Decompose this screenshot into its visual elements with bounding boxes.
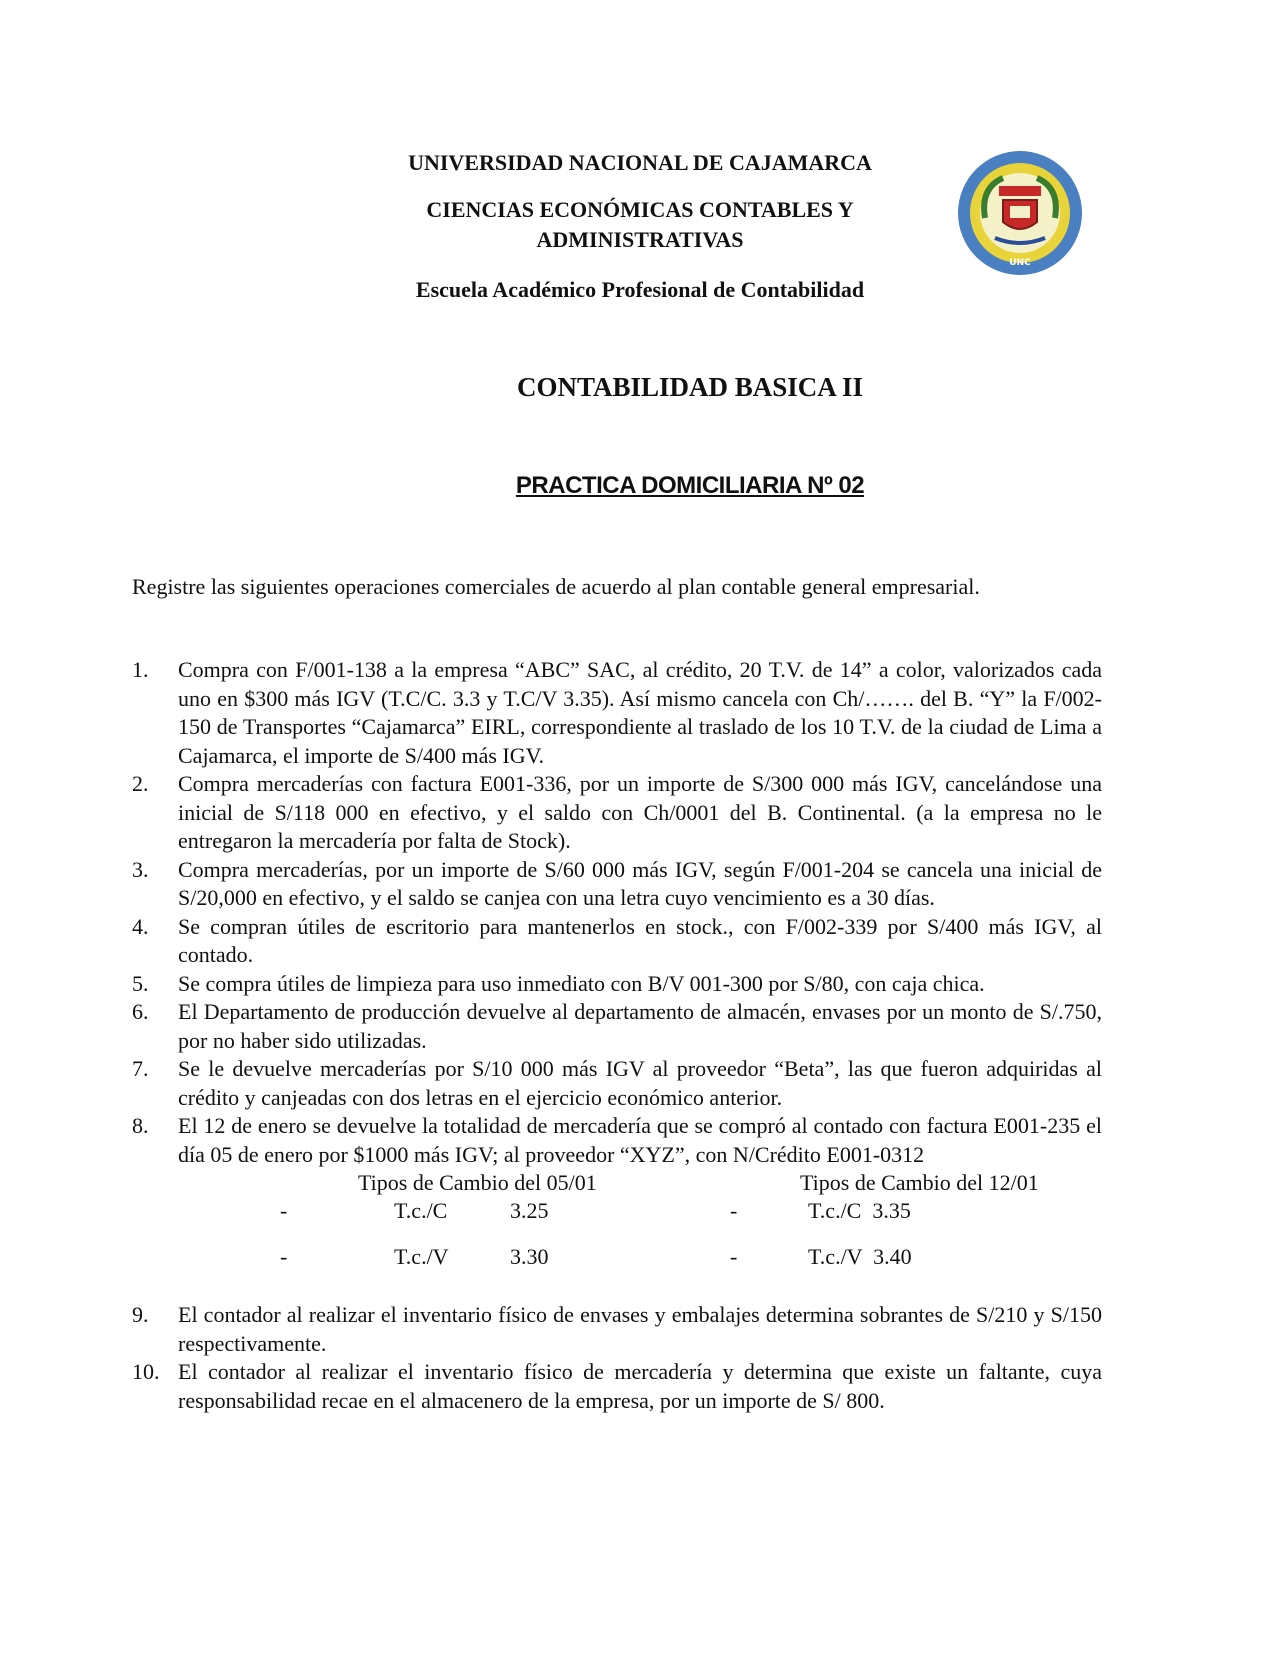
rate-label: T.c./C: [394, 1198, 448, 1223]
list-item: 6. El Departamento de producción devuelve al departamento de almacén, envases por un monto de S/.750, por no haber sido utilizadas.: [132, 999, 1102, 1053]
rate-label: T.c./V 3.40: [808, 1244, 912, 1269]
list-item: 8. El 12 de enero se devuelve la totalidad de mercadería que se compró al contado con factura E001-235 el día 05 de enero por $1000 más IGV; al proveedor “XYZ”, con N/Crédito E001-0312: [132, 1113, 1102, 1167]
list-item: 4. Se compran útiles de escritorio para mantenerlos en stock., con F/002-339 por S/400 más IGV, al contado.: [132, 913, 1102, 967]
svg-text:UNC: UNC: [1009, 258, 1031, 268]
rate-dash: -: [730, 1198, 738, 1223]
list-item: 1. Compra con F/001-138 a la empresa “ABC” SAC, al crédito, 20 T.V. de 14” a color, valorizados cada uno en $300 más IGV (T.C/C. 3.3 y T.C/V 3.35). Así mismo cancela con Ch/……. del B. “Y” la F/002-150 de Transportes “Cajamarca” EIRL, correspondiente al traslado de los 10 T.V. de la ciudad de Lima a Cajamarca, el importe de S/400 más IGV.: [132, 657, 1102, 768]
faculty-name: CIENCIAS ECONÓMICAS CONTABLES Y ADMINISTRATIVAS: [426, 197, 854, 252]
practice-title: PRACTICA DOMICILIARIA Nº 02: [515, 472, 865, 499]
rate-label: T.c./C 3.35: [808, 1198, 911, 1223]
rate-value: 3.25: [510, 1198, 549, 1223]
exchange-rates-table: [132, 1169, 1102, 1301]
list-item: 2. Compra mercaderías con factura E001-336, por un importe de S/300 000 más IGV, cancelándose una inicial de S/118 000 en efectivo, y el saldo con Ch/0001 del B. Continental. (a la empresa no le entregaron la mercadería por falta de Stock).: [132, 771, 1102, 853]
operations-list: [132, 656, 1102, 1415]
faculty-seal-logo: [955, 148, 1085, 278]
rate-label: T.c./V: [394, 1244, 449, 1269]
university-name: UNIVERSIDAD NACIONAL DE CAJAMARCA: [408, 150, 872, 175]
list-item: 3. Compra mercaderías, por un importe de S/60 000 más IGV, según F/001-204 se cancela una inicial de S/20,000 en efectivo, y el saldo se canjea con una letra cuyo vencimiento es a 30 días.: [132, 856, 1102, 910]
rates-right-title: Tipos de Cambio del 12/01: [800, 1170, 1039, 1195]
list-item: 7. Se le devuelve mercaderías por S/10 000 más IGV al proveedor “Beta”, las que fueron adquiridas al crédito y canjeadas con dos letras en el ejercicio económico anterior.: [132, 1056, 1102, 1110]
rate-dash: -: [280, 1244, 288, 1269]
list-item: 9. El contador al realizar el inventario físico de envases y embalajes determina sobrantes de S/210 y S/150 respectivamente.: [132, 1302, 1102, 1356]
rate-dash: -: [280, 1198, 288, 1223]
list-item: 10. El contador al realizar el inventario físico de mercadería y determina que existe un faltante, cuya responsabilidad recae en el almacenero de la empresa, por un importe de S/ 800.: [132, 1359, 1102, 1413]
rate-dash: -: [730, 1244, 738, 1269]
course-title: CONTABILIDAD BASICA II: [516, 372, 864, 402]
list-item: 5. Se compra útiles de limpieza para uso inmediato con B/V 001-300 por S/80, con caja chica.: [132, 970, 985, 996]
instructions: Registre las siguientes operaciones comerciales de acuerdo al plan contable general empresarial.: [132, 574, 980, 599]
rates-left-title: Tipos de Cambio del 05/01: [358, 1170, 597, 1195]
rate-value: 3.30: [510, 1244, 549, 1269]
school-name: Escuela Académico Profesional de Contabilidad: [415, 277, 865, 302]
